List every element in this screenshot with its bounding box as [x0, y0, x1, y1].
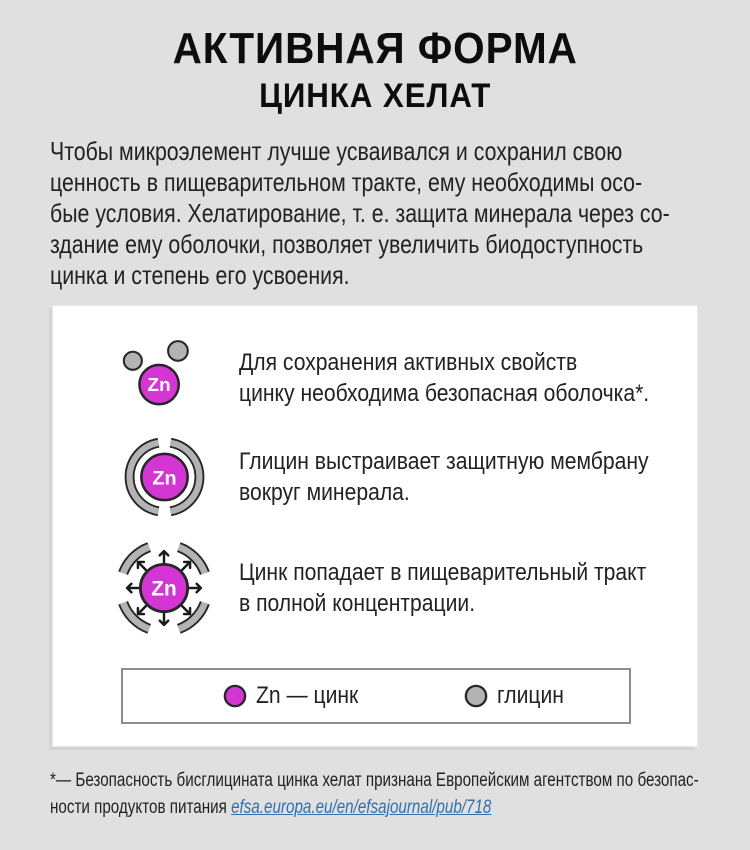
- row-text: Цинк попадает в пищеварительный тракт в полной концентрации.: [239, 559, 647, 617]
- efsa-source-link[interactable]: efsa.europa.eu/en/efsajournal/pub/718: [231, 797, 492, 818]
- glycine-dot: [124, 352, 142, 370]
- intro-line: ценность в пищеварительном тракте, ему необходимы осо-: [50, 167, 643, 197]
- page-title-line1: АКТИВНАЯ ФОРМА: [172, 24, 578, 73]
- footnote: [50, 767, 700, 821]
- zinc-release-icon: [112, 536, 216, 640]
- zinc-dot-icon: [223, 684, 247, 708]
- legend-box: [121, 668, 631, 724]
- intro-line: Чтобы микроэлемент лучше усваивался и сохранил свою: [50, 136, 623, 166]
- card-row-membrane: [89, 434, 683, 520]
- intro-paragraph: [50, 136, 702, 291]
- legend-item-glycine: [464, 682, 573, 710]
- icon-cell: [89, 536, 239, 640]
- zn-label: Zn: [147, 374, 171, 396]
- zn-label: Zn: [151, 467, 177, 490]
- zn-label: Zn: [151, 577, 177, 601]
- footnote-text: ности продуктов питания: [50, 797, 232, 818]
- icon-cell: [89, 434, 239, 520]
- intro-line: здание ему оболочки, позволяет увеличить биодоступность: [50, 229, 644, 259]
- zinc-membrane-icon: [123, 434, 206, 520]
- row-text: Для сохранения активных свойств цинку необходима безопасная оболочка*.: [239, 349, 650, 407]
- footnote-line: [50, 794, 700, 821]
- info-card: [52, 305, 698, 747]
- legend-item-zinc: [223, 682, 372, 710]
- glycine-dot-icon: [464, 684, 488, 708]
- zinc-exposed-icon: [118, 337, 210, 419]
- page-title-line2: ЦИНКА ХЕЛАТ: [258, 77, 492, 115]
- intro-line: бые условия. Хелатирование, т. е. защита минерала через со-: [50, 198, 670, 228]
- legend-label: глицин: [497, 682, 565, 709]
- card-row-exposed-zinc: [89, 332, 683, 424]
- row-text: Глицин выстраивает защитную мембрану вокруг минерала.: [239, 448, 649, 506]
- glycine-dot: [168, 341, 188, 361]
- card-row-release: [89, 534, 683, 642]
- icon-cell: [89, 337, 239, 419]
- header: [0, 0, 750, 116]
- footnote-line: *— Безопасность бисглицината цинка хелат признана Европейским агентством по безопас-: [50, 770, 699, 791]
- intro-line: цинка и степень его усвоения.: [50, 260, 350, 290]
- legend-label: Zn — цинк: [256, 682, 359, 709]
